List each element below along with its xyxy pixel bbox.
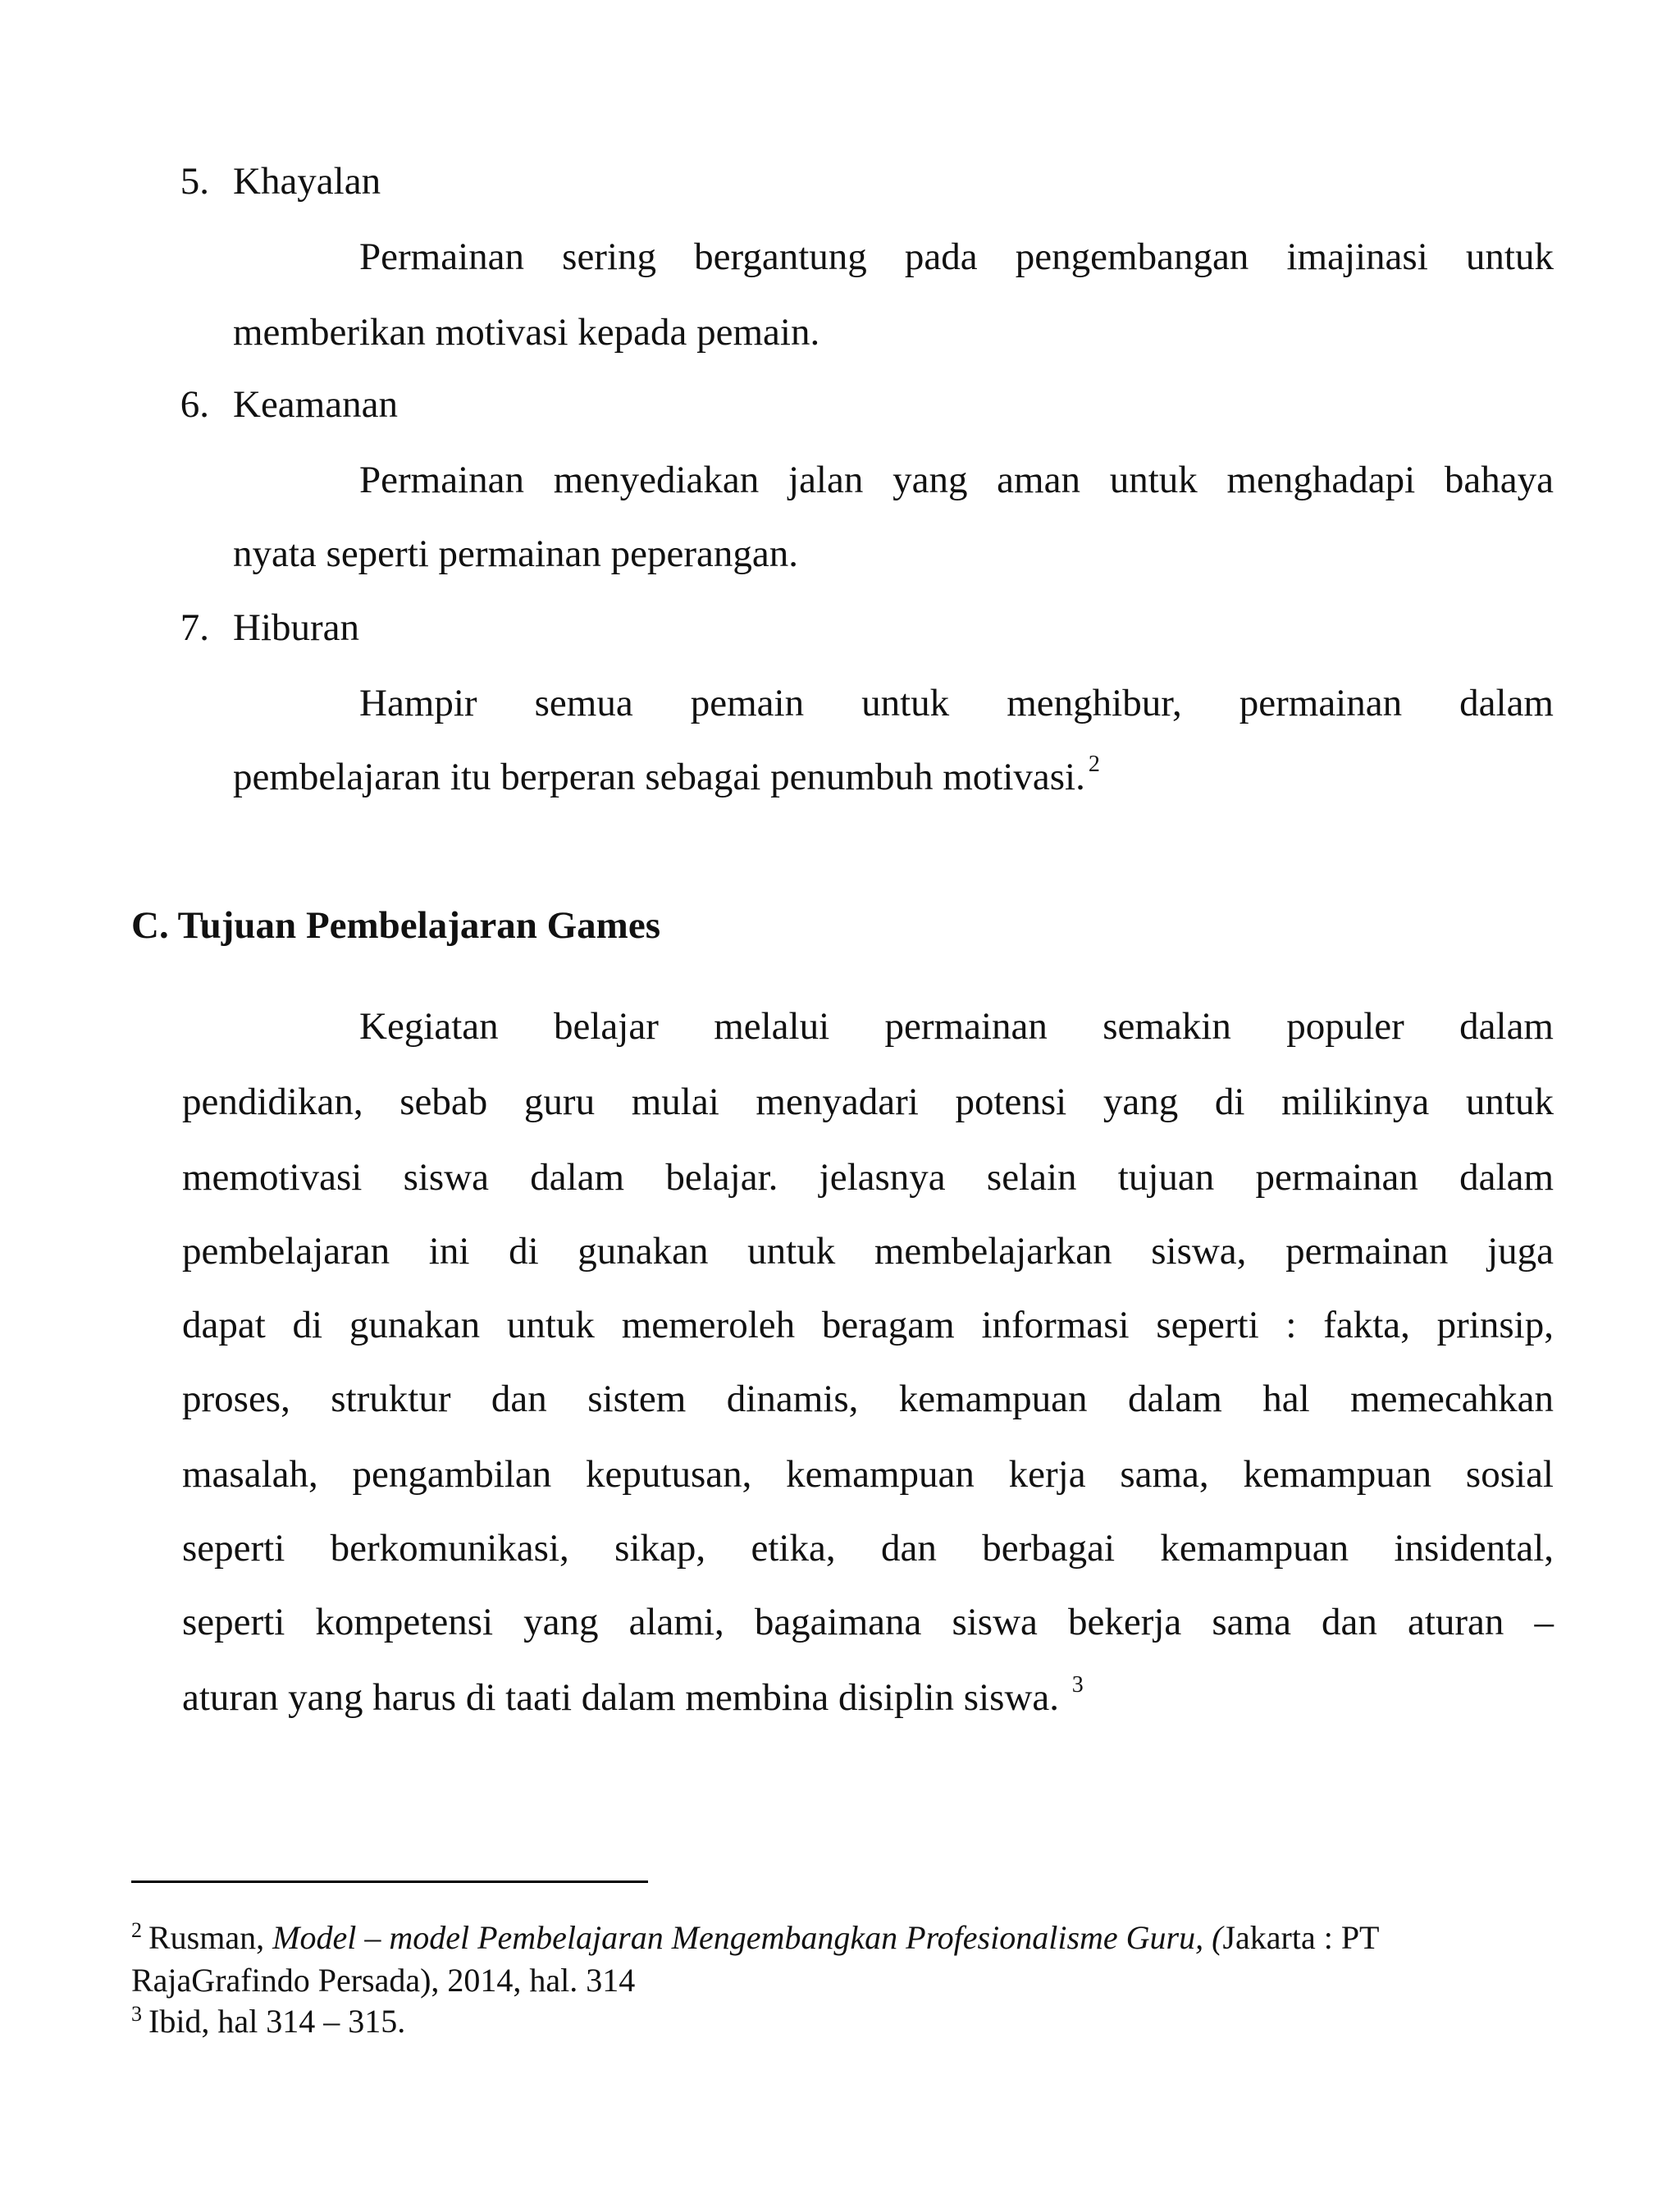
footnote-2-rest: Jakarta : PT — [1222, 1919, 1380, 1956]
list-number-6: 6. — [180, 383, 209, 426]
paragraph-line-3: memotivasi siswa dalam belajar. jelasnya selain tujuan permainan dalam — [182, 1156, 1554, 1199]
paragraph-line-4: pembelajaran ini di gunakan untuk membelajarkan siswa, permainan juga — [182, 1230, 1554, 1273]
footnote-2-author: Rusman, — [148, 1919, 273, 1956]
list-item-6-line-1: Permainan menyediakan jalan yang aman untuk menghadapi bahaya — [359, 459, 1554, 501]
list-item-title-khayalan: Khayalan — [233, 160, 381, 203]
list-item-6-line-2: nyata seperti permainan peperangan. — [233, 532, 799, 575]
paragraph-line-8: seperti berkomunikasi, sikap, etika, dan berbagai kemampuan insidental, — [182, 1527, 1554, 1570]
list-number-7: 7. — [180, 606, 209, 649]
footnote-3-mark: 3 — [131, 2002, 142, 2026]
footnote-2-line-2: RajaGrafindo Persada), 2014, hal. 314 — [131, 1962, 636, 1999]
paragraph-line-10-text: aturan yang harus di taati dalam membina disiplin siswa. — [182, 1676, 1059, 1719]
footnote-separator — [131, 1881, 648, 1883]
paragraph-line-2: pendidikan, sebab guru mulai menyadari potensi yang di milikinya untuk — [182, 1081, 1554, 1123]
paragraph-line-7: masalah, pengambilan keputusan, kemampuan kerja sama, kemampuan sosial — [182, 1453, 1554, 1496]
list-item-title-keamanan: Keamanan — [233, 383, 398, 426]
footnote-ref-2[interactable]: 2 — [1088, 752, 1100, 777]
footnote-2-mark: 2 — [131, 1918, 142, 1942]
footnote-2-title: Model – model Pembelajaran Mengembangkan Profesionalisme Guru, ( — [272, 1919, 1223, 1956]
paragraph-line-5: dapat di gunakan untuk memeroleh beragam informasi seperti : fakta, prinsip, — [182, 1304, 1554, 1346]
list-item-7-line-2 — [233, 752, 1100, 798]
list-item-5-line-2: memberikan motivasi kepada pemain. — [233, 311, 820, 354]
list-item-7-line-2-text: pembelajaran itu berperan sebagai penumbuh motivasi. — [233, 756, 1085, 798]
paragraph-line-1: Kegiatan belajar melalui permainan semakin populer dalam — [359, 1005, 1554, 1048]
paragraph-line-6: proses, struktur dan sistem dinamis, kemampuan dalam hal memecahkan — [182, 1378, 1554, 1420]
paragraph-line-9: seperti kompetensi yang alami, bagaimana siswa bekerja sama dan aturan – — [182, 1601, 1554, 1643]
section-heading: C. Tujuan Pembelajaran Games — [131, 904, 660, 947]
footnote-3 — [131, 2002, 406, 2040]
list-item-7-line-1: Hampir semua pemain untuk menghibur, permainan dalam — [359, 682, 1554, 724]
footnote-3-text: Ibid, hal 314 – 315. — [148, 2003, 406, 2040]
list-number-5: 5. — [180, 160, 209, 203]
paragraph-line-10 — [182, 1672, 1084, 1719]
list-item-5-line-1: Permainan sering bergantung pada pengembangan imajinasi untuk — [359, 235, 1554, 278]
footnote-2 — [131, 1918, 1380, 1956]
list-item-title-hiburan: Hiburan — [233, 606, 360, 649]
footnote-ref-3[interactable]: 3 — [1071, 1672, 1084, 1698]
